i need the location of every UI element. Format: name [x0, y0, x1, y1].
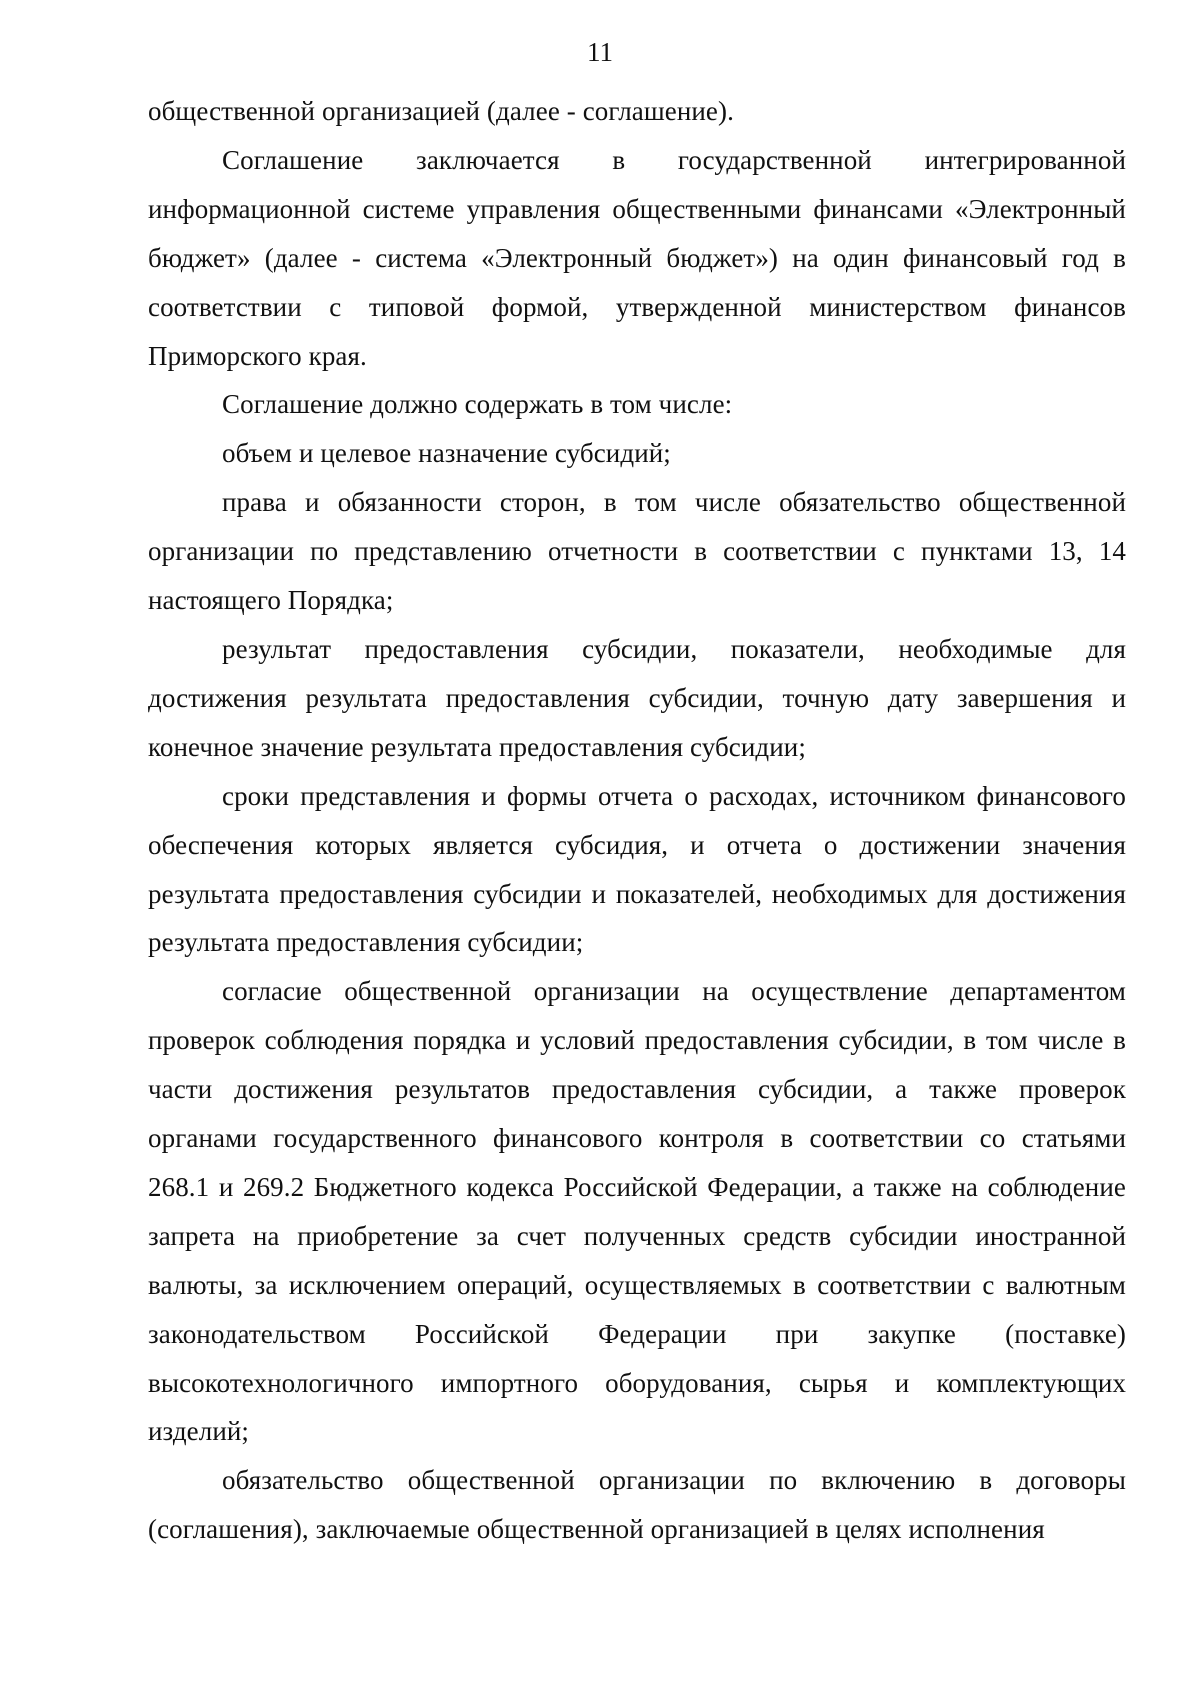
paragraph-subsidy-result: результат предоставления субсидии, показатели, необходимые для достижения результата предоставления субсидии, точную дату завершения и конечное значение результата предоставления субсидии;: [148, 633, 1126, 762]
paragraph-subsidy-volume: объем и целевое назначение субсидий;: [222, 438, 671, 469]
document-body: [148, 87, 1126, 1554]
paragraph-continuation: общественной организацией (далее - соглашение).: [148, 96, 734, 126]
paragraph-obligation-contracts: обязательство общественной организации по включению в договоры (соглашения), заключаемые общественной организацией в целях исполнения: [148, 1465, 1126, 1545]
page-number: 11: [587, 37, 613, 67]
paragraph-consent-inspections: согласие общественной организации на осуществление департаментом проверок соблюдения порядка и условий предоставления субсидии, в том числе в части достижения результатов предоставления субсидии, а также проверок органами государственного финансового контроля в соответствии со статьями 268.1 и 269.2 Бюджетного кодекса Российской Федерации, а также на соблюдение запрета на приобретение за счет полученных средств субсидии иностранной валюты, за исключением операций, осуществляемых в соответствии с валютным законодательством Российской Федерации при закупке (поставке) высокотехнологичного импортного оборудования, сырья и комплектующих изделий;: [148, 976, 1126, 1447]
paragraph-rights-obligations: права и обязанности сторон, в том числе обязательство общественной организации по представлению отчетности в соответствии с пунктами 13, 14 настоящего Порядка;: [148, 487, 1126, 616]
paragraph-reporting-terms: сроки представления и формы отчета о расходах, источником финансового обеспечения которых является субсидия, и отчета о достижении значения результата предоставления субсидии и показателей, необходимых для достижения результата предоставления субсидии;: [148, 780, 1126, 958]
paragraph-agreement-contents: Соглашение должно содержать в том числе:: [222, 389, 733, 420]
paragraph-agreement-conclusion: Соглашение заключается в государственной интегрированной информационной системе управления общественными финансами «Электронный бюджет» (далее - система «Электронный бюджет») на один финансовый год в соответствии с типовой формой, утвержденной министерством финансов Приморского края.: [148, 144, 1126, 371]
